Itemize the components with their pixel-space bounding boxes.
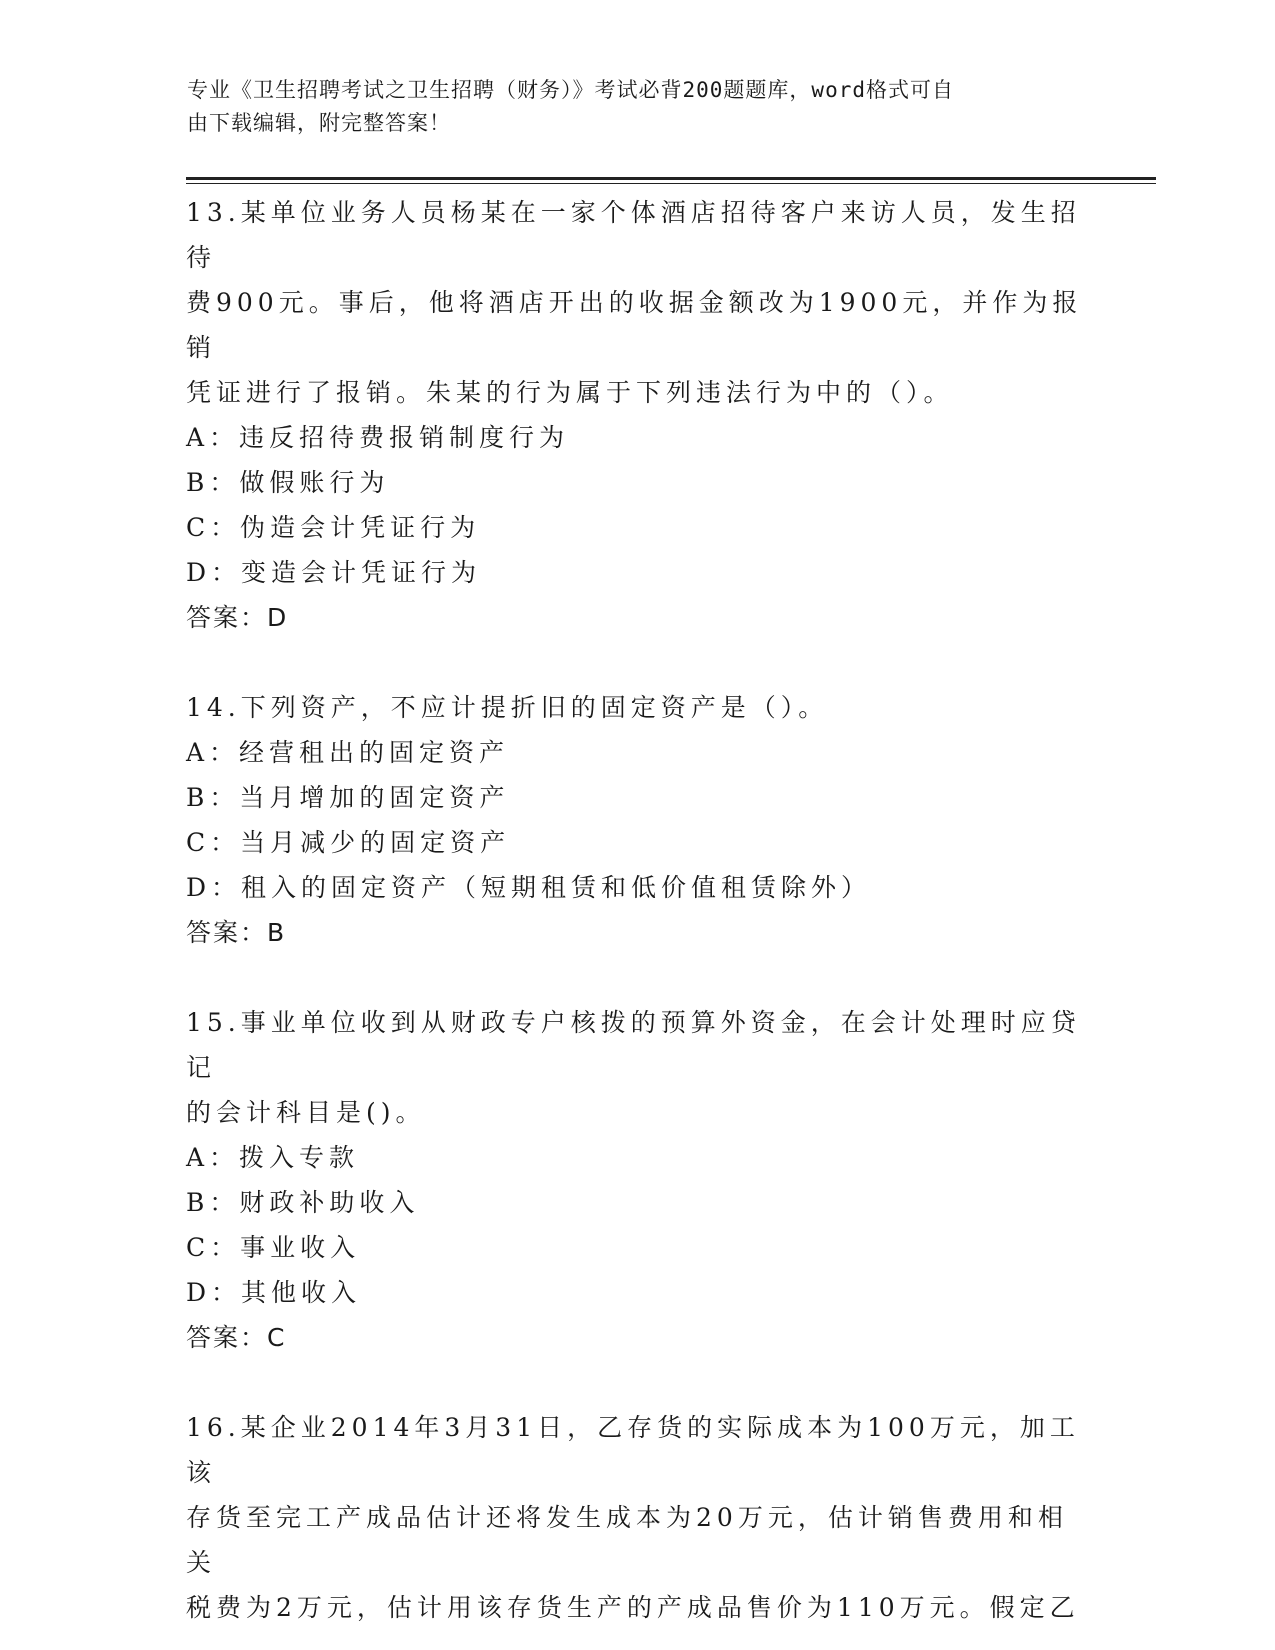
option-d: D：租入的固定资产（短期租赁和低价值租赁除外） (186, 873, 872, 902)
option-a: A：经营租出的固定资产 (186, 738, 510, 767)
question-list (186, 190, 1086, 1630)
answer-label: 答案：C (186, 1323, 287, 1352)
option-d: D：变造会计凭证行为 (186, 558, 482, 587)
option-c: C：伪造会计凭证行为 (186, 513, 481, 542)
question-14 (186, 685, 1086, 955)
option-c: C：当月减少的固定资产 (186, 828, 511, 857)
question-stem-line: 15.事业单位收到从财政专户核拨的预算外资金，在会计处理时应贷记 (186, 1008, 1081, 1082)
option-d: D：其他收入 (186, 1278, 362, 1307)
question-stem-line: 16.某企业2014年3月31日，乙存货的实际成本为100万元，加工该 (186, 1413, 1080, 1487)
option-c: C：事业收入 (186, 1233, 361, 1262)
question-15 (186, 1000, 1086, 1360)
header-line-1: 专业《卫生招聘考试之卫生招聘（财务）》考试必背200题题库，word格式可自 (187, 78, 954, 102)
document-header (187, 74, 1067, 140)
option-b: B：财政补助收入 (186, 1188, 420, 1217)
question-16 (186, 1405, 1086, 1630)
option-a: A：拨入专款 (186, 1143, 360, 1172)
header-divider-thick (186, 177, 1156, 180)
question-spacer (186, 1360, 1086, 1405)
question-13 (186, 190, 1086, 640)
question-spacer (186, 640, 1086, 685)
header-divider-thin (186, 183, 1156, 184)
header-line-2: 由下载编辑，附完整答案！ (187, 111, 451, 135)
option-b: B：做假账行为 (186, 468, 390, 497)
answer-label: 答案：D (186, 603, 289, 632)
question-stem-line: 14.下列资产，不应计提折旧的固定资产是（）。 (186, 693, 829, 722)
question-stem-line: 费900元。事后，他将酒店开出的收据金额改为1900元，并作为报销 (186, 288, 1083, 362)
question-stem-line: 存货至完工产成品估计还将发生成本为20万元，估计销售费用和相关 (186, 1503, 1068, 1577)
question-stem-line: 凭证进行了报销。朱某的行为属于下列违法行为中的（）。 (186, 378, 954, 407)
question-stem-line: 的会计科目是()。 (186, 1098, 426, 1127)
answer-label: 答案：B (186, 918, 287, 947)
question-stem-line: 13.某单位业务人员杨某在一家个体酒店招待客户来访人员，发生招待 (186, 198, 1081, 272)
question-stem-line: 税费为2万元，估计用该存货生产的产成品售价为110万元。假定乙 (186, 1593, 1080, 1622)
option-a: A：违反招待费报销制度行为 (186, 423, 570, 452)
option-b: B：当月增加的固定资产 (186, 783, 510, 812)
question-spacer (186, 955, 1086, 1000)
